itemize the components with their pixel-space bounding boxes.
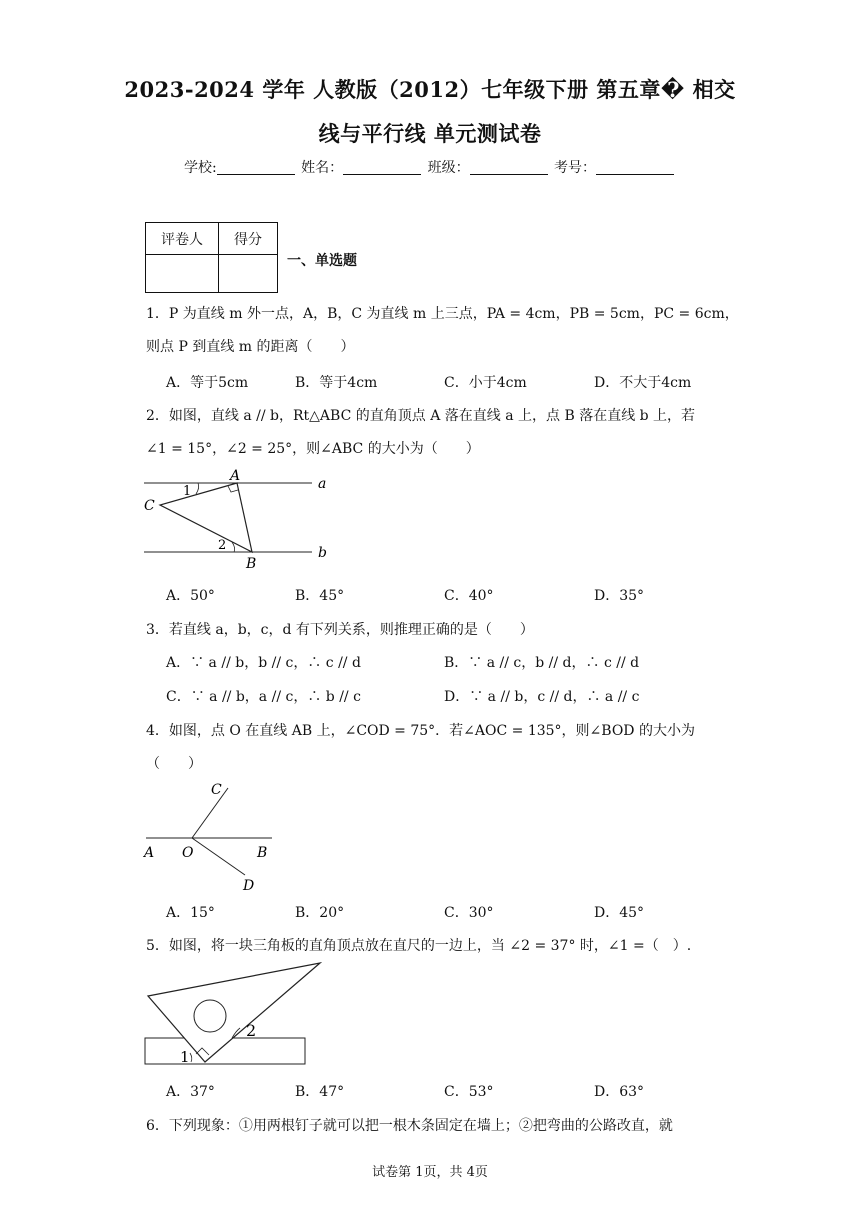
q4-option-c[interactable]: C．30°	[444, 905, 494, 921]
label-A: A	[144, 845, 155, 861]
ray-od	[192, 838, 245, 875]
q1-option-c[interactable]: C．小于4cm	[444, 375, 527, 391]
set-square	[148, 963, 320, 1062]
q3-text-line1: 3．若直线 a，b，c，d 有下列关系，则推理正确的是（ ）	[146, 622, 534, 638]
class-label: 班级：	[427, 160, 470, 176]
triangle-abc	[160, 483, 252, 552]
q3-option-d[interactable]: D．∵ a // b，c // d，∴ a // c	[444, 689, 640, 705]
label-B: B	[246, 556, 257, 572]
q5-option-a[interactable]: A．37°	[166, 1084, 215, 1100]
q1-option-d[interactable]: D．不大于4cm	[594, 375, 692, 391]
q6-text-line1: 6．下列现象：①用两根钉子就可以把一根木条固定在墙上；②把弯曲的公路改直，就	[146, 1118, 673, 1134]
q1-text-line1: 1．P 为直线 m 外一点，A，B，C 为直线 m 上三点，PA = 4cm，PB = 5cm，PC = 6cm，	[146, 306, 739, 322]
q4-text-line1: 4．如图，点 O 在直线 AB 上，∠COD = 75°．若∠AOC = 135°，则∠BOD 的大小为	[146, 723, 695, 739]
label-B: B	[257, 845, 268, 861]
class-blank	[470, 160, 548, 175]
label-angle1: 1	[180, 1048, 190, 1066]
name-blank	[343, 160, 421, 175]
q5-option-d[interactable]: D．63°	[594, 1084, 645, 1100]
q5-figure	[140, 958, 322, 1068]
q2-option-c[interactable]: C．40°	[444, 588, 494, 604]
q2-text-line2: ∠1 = 15°，∠2 = 25°，则∠ABC 的大小为（ ）	[146, 441, 480, 457]
q1-option-a[interactable]: A．等于5cm	[166, 375, 249, 391]
section-title: 一、单选题	[287, 253, 357, 269]
q4-text-line2: （ ）	[146, 756, 202, 772]
name-label: 姓名：	[301, 160, 344, 176]
school-blank	[217, 160, 295, 175]
label-angle2: 2	[246, 1021, 257, 1040]
q4-option-d[interactable]: D．45°	[594, 905, 645, 921]
q3-option-a[interactable]: A．∵ a // b，b // c，∴ c // d	[166, 655, 361, 671]
angle1-arc	[190, 1053, 192, 1062]
q2-option-a[interactable]: A．50°	[166, 588, 215, 604]
label-angle1: 1	[183, 484, 192, 499]
label-D: D	[243, 878, 255, 894]
ray-oc	[192, 788, 228, 838]
q3-option-b[interactable]: B．∵ a // c，b // d，∴ c // d	[444, 655, 640, 671]
exam-no-label: 考号：	[554, 160, 597, 176]
q5-option-b[interactable]: B．47°	[295, 1084, 345, 1100]
q2-option-d[interactable]: D．35°	[594, 588, 645, 604]
school-label: 学校:	[183, 160, 217, 176]
q3-option-c[interactable]: C．∵ a // b，a // c，∴ b // c	[166, 689, 361, 705]
page-footer: 试卷第 1页，共 4页	[372, 1165, 488, 1180]
q2-text-line1: 2．如图，直线 a // b，Rt△ABC 的直角顶点 A 落在直线 a 上，点 B 落在直线 b 上，若	[146, 408, 696, 424]
right-angle-mark	[228, 486, 238, 492]
label-C: C	[144, 498, 155, 514]
q1-option-b[interactable]: B．等于4cm	[295, 375, 378, 391]
label-A: A	[230, 468, 241, 484]
label-C: C	[211, 782, 222, 798]
score-table	[145, 222, 278, 293]
label-angle2: 2	[218, 538, 227, 553]
q5-text-line1: 5．如图，将一块三角板的直角顶点放在直尺的一边上，当 ∠2 = 37° 时，∠1 =（ ）.	[146, 938, 692, 954]
label-O: O	[182, 845, 194, 861]
q2-figure	[140, 468, 340, 572]
q2-option-b[interactable]: B．45°	[295, 588, 345, 604]
angle1-arc	[196, 483, 199, 494]
score-header-grader: 评卷人	[146, 223, 219, 255]
exam-title-line1: 2023-2024 学年 人教版（2012）七年级下册 第五章� 相交	[124, 77, 736, 102]
exam-title-line2: 线与平行线 单元测试卷	[318, 121, 542, 146]
student-info-row	[0, 157, 860, 177]
label-a: a	[318, 476, 327, 492]
grader-cell	[146, 255, 219, 293]
q1-text-line2: 则点 P 到直线 m 的距离（ ）	[146, 339, 355, 355]
score-cell	[219, 255, 278, 293]
exam-no-blank	[596, 160, 674, 175]
q4-figure	[140, 778, 280, 894]
q5-option-c[interactable]: C．53°	[444, 1084, 494, 1100]
score-header-score: 得分	[219, 223, 278, 255]
q4-option-b[interactable]: B．20°	[295, 905, 345, 921]
label-b: b	[318, 545, 327, 561]
q4-option-a[interactable]: A．15°	[166, 905, 215, 921]
